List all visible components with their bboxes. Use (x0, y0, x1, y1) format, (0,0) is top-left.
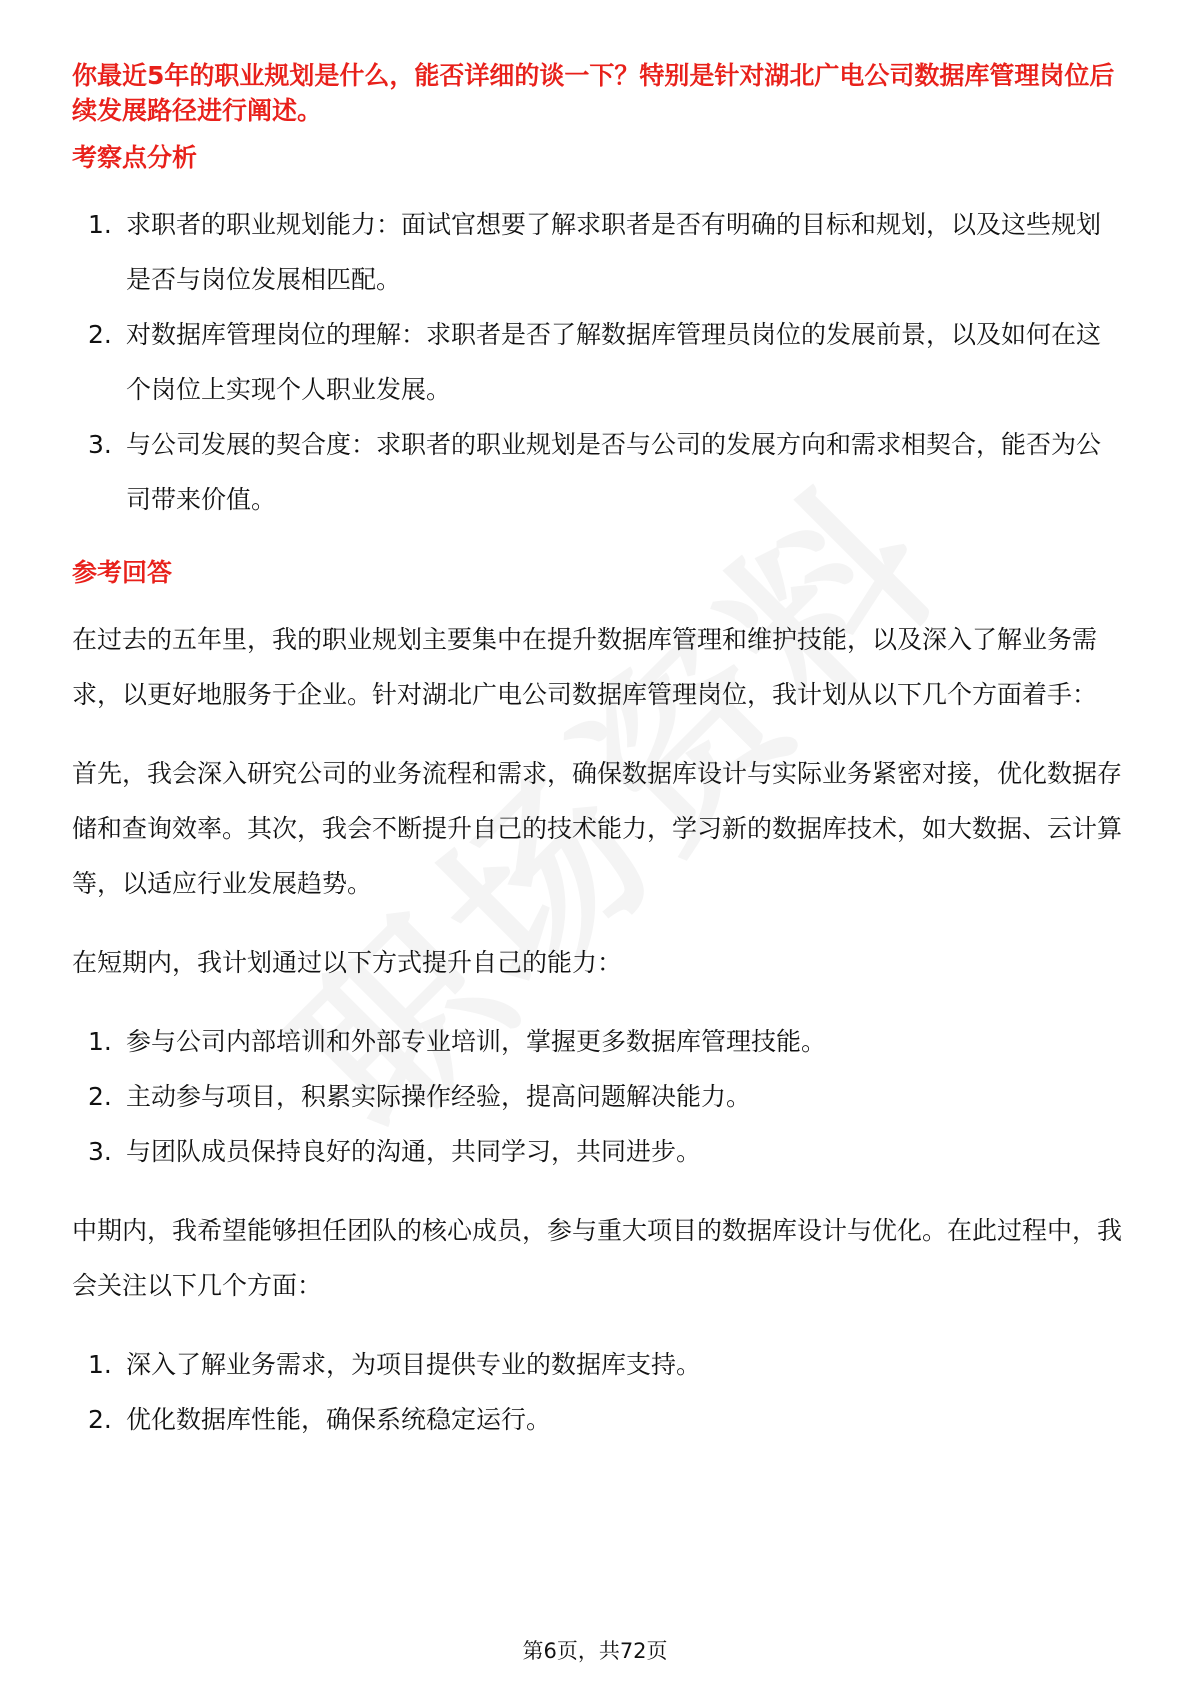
document-content (72, 58, 1122, 1447)
list-item (72, 1392, 1122, 1447)
list-item (72, 1337, 1122, 1392)
list-item (72, 1124, 1122, 1179)
list-item (72, 417, 1122, 527)
list-text: 参与公司内部培训和外部专业培训，掌握更多数据库管理技能。 (126, 1027, 827, 1056)
list-text: 求职者的职业规划能力：面试官想要了解求职者是否有明确的目标和规划，以及这些规划是否与岗位发展相匹配。 (126, 210, 1102, 294)
list-number: 1. (88, 1350, 112, 1379)
list-text: 与公司发展的契合度：求职者的职业规划是否与公司的发展方向和需求相契合，能否为公司带来价值。 (126, 430, 1102, 514)
list-text: 深入了解业务需求，为项目提供专业的数据库支持。 (126, 1350, 702, 1379)
mid-term-list (72, 1337, 1122, 1447)
list-item (72, 1069, 1122, 1124)
short-term-list (72, 1014, 1122, 1179)
list-text: 主动参与项目，积累实际操作经验，提高问题解决能力。 (126, 1082, 752, 1111)
answer-paragraph-3: 在短期内，我计划通过以下方式提升自己的能力： (72, 948, 623, 977)
list-number: 1. (88, 210, 112, 239)
list-number: 3. (88, 1137, 112, 1166)
analysis-heading: 考察点分析 (72, 143, 198, 172)
answer-paragraph-1: 在过去的五年里，我的职业规划主要集中在提升数据库管理和维护技能，以及深入了解业务需求，以更好地服务于企业。针对湖北广电公司数据库管理岗位，我计划从以下几个方面着手： (72, 625, 1098, 709)
list-number: 2. (88, 1082, 112, 1111)
answer-paragraph-4: 中期内，我希望能够担任团队的核心成员，参与重大项目的数据库设计与优化。在此过程中，我会关注以下几个方面： (72, 1216, 1123, 1300)
analysis-list (72, 197, 1122, 527)
list-number: 3. (88, 430, 112, 459)
answer-heading: 参考回答 (72, 558, 173, 587)
answer-paragraph-2: 首先，我会深入研究公司的业务流程和需求，确保数据库设计与实际业务紧密对接，优化数据存储和查询效率。其次，我会不断提升自己的技术能力，学习新的数据库技术，如大数据、云计算等，以适应行业发展趋势。 (72, 759, 1123, 898)
list-item (72, 1014, 1122, 1069)
list-text: 与团队成员保持良好的沟通，共同学习，共同进步。 (126, 1137, 702, 1166)
question-title: 你最近5年的职业规划是什么，能否详细的谈一下？特别是针对湖北广电公司数据库管理岗位后续发展路径进行阐述。 (72, 61, 1115, 125)
list-number: 1. (88, 1027, 112, 1056)
list-text: 优化数据库性能，确保系统稳定运行。 (126, 1405, 552, 1434)
list-item (72, 197, 1122, 307)
list-item (72, 307, 1122, 417)
page-footer: 第6页，共72页 (522, 1639, 668, 1663)
list-number: 2. (88, 320, 112, 349)
list-text: 对数据库管理岗位的理解：求职者是否了解数据库管理员岗位的发展前景，以及如何在这个岗位上实现个人职业发展。 (126, 320, 1102, 404)
list-number: 2. (88, 1405, 112, 1434)
